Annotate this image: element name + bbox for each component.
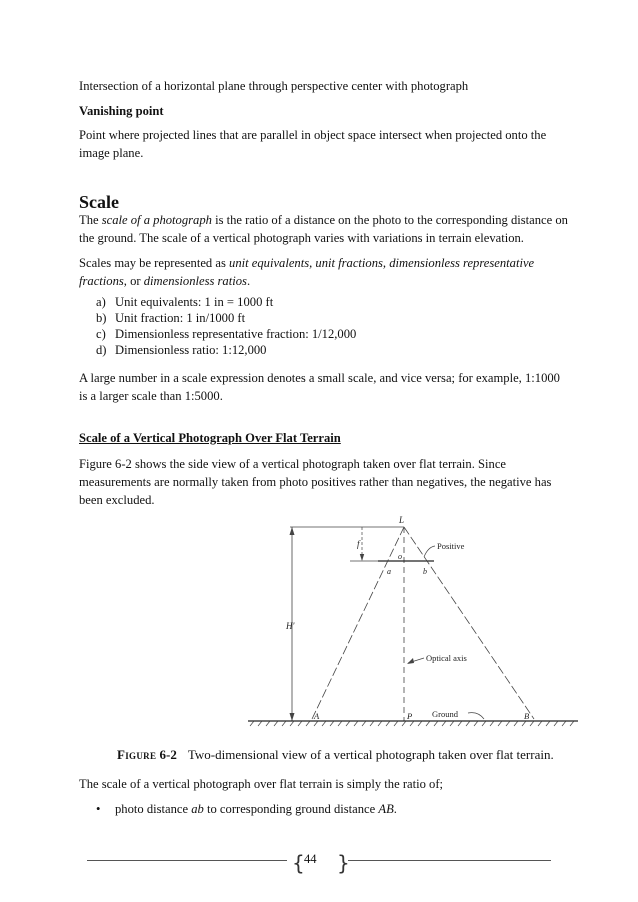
label-ground: Ground bbox=[432, 709, 458, 719]
scale-list bbox=[96, 294, 356, 358]
label-b: b bbox=[423, 567, 427, 576]
label-l: L bbox=[399, 515, 405, 525]
bullet-icon: • bbox=[96, 802, 101, 816]
label-b-ground: B bbox=[524, 711, 530, 721]
label-f: f bbox=[357, 539, 360, 549]
label-a-ground: A bbox=[314, 711, 320, 721]
list-item: d) Dimensionless ratio: 1:12,000 bbox=[96, 343, 267, 357]
arrowhead-down-icon bbox=[290, 713, 295, 721]
definition-text: Intersection of a horizontal plane through perspective center with photograph bbox=[79, 79, 469, 93]
label-a: a bbox=[387, 567, 391, 576]
label-o: o bbox=[398, 552, 402, 561]
subsection-heading: Scale of a Vertical Photograph Over Flat Terrain bbox=[79, 431, 341, 445]
right-bracket-icon: } bbox=[337, 851, 350, 875]
list-item: c) Dimensionless representative fraction: 1/12,000 bbox=[96, 327, 357, 341]
ray-b-line bbox=[404, 527, 534, 719]
arrowhead-down-icon bbox=[360, 554, 364, 561]
footer-rule-right bbox=[348, 860, 551, 861]
list-item: b) Unit fraction: 1 in/1000 ft bbox=[96, 311, 246, 325]
list-item: a) Unit equivalents: 1 in = 1000 ft bbox=[96, 295, 274, 309]
paragraph: Figure 6-2 shows the side view of a vertical photograph taken over flat terrain. Since measurements are normally taken from photo positives rather than negatives, the negative has been excluded. bbox=[79, 457, 552, 507]
figure-diagram bbox=[228, 513, 578, 735]
positive-leader-line bbox=[424, 546, 435, 557]
label-optical-axis: Optical axis bbox=[426, 653, 467, 663]
arrowhead-up-icon bbox=[290, 527, 295, 535]
paragraph: The scale of a photograph is the ratio of a distance on the photo to the corresponding distance on the ground. The scale of a vertical photograph varies with variations in terrain elevation. bbox=[79, 213, 568, 245]
term-heading: Vanishing point bbox=[79, 104, 164, 118]
figure-caption: Figure 6-2 Two-dimensional view of a vertical photograph taken over flat terrain. bbox=[117, 747, 554, 762]
arrowhead-icon bbox=[407, 658, 414, 664]
label-p: P bbox=[407, 711, 413, 721]
ground-hatching bbox=[250, 721, 574, 726]
footer-rule-left bbox=[87, 860, 287, 861]
paragraph: The scale of a vertical photograph over flat terrain is simply the ratio of; bbox=[79, 777, 444, 791]
paragraph: A large number in a scale expression denotes a small scale, and vice versa; for example, 1:1000 is a larger scale than 1:5000. bbox=[79, 371, 560, 403]
label-positive: Positive bbox=[437, 541, 465, 551]
left-bracket-icon: { bbox=[292, 851, 305, 875]
paragraph: Scales may be represented as unit equivalents, unit fractions, dimensionless representative fractions, or dimensionless ratios. bbox=[79, 256, 535, 288]
bullet-item: • photo distance ab to corresponding ground distance AB. bbox=[96, 802, 397, 816]
ground-leader-line bbox=[468, 713, 484, 719]
page-number: 44 bbox=[304, 852, 317, 866]
section-heading: Scale bbox=[79, 192, 119, 212]
ray-a-line bbox=[312, 527, 404, 719]
label-h: H' bbox=[286, 621, 295, 631]
definition-text: Point where projected lines that are parallel in object space intersect when projected onto the image plane. bbox=[79, 128, 547, 160]
